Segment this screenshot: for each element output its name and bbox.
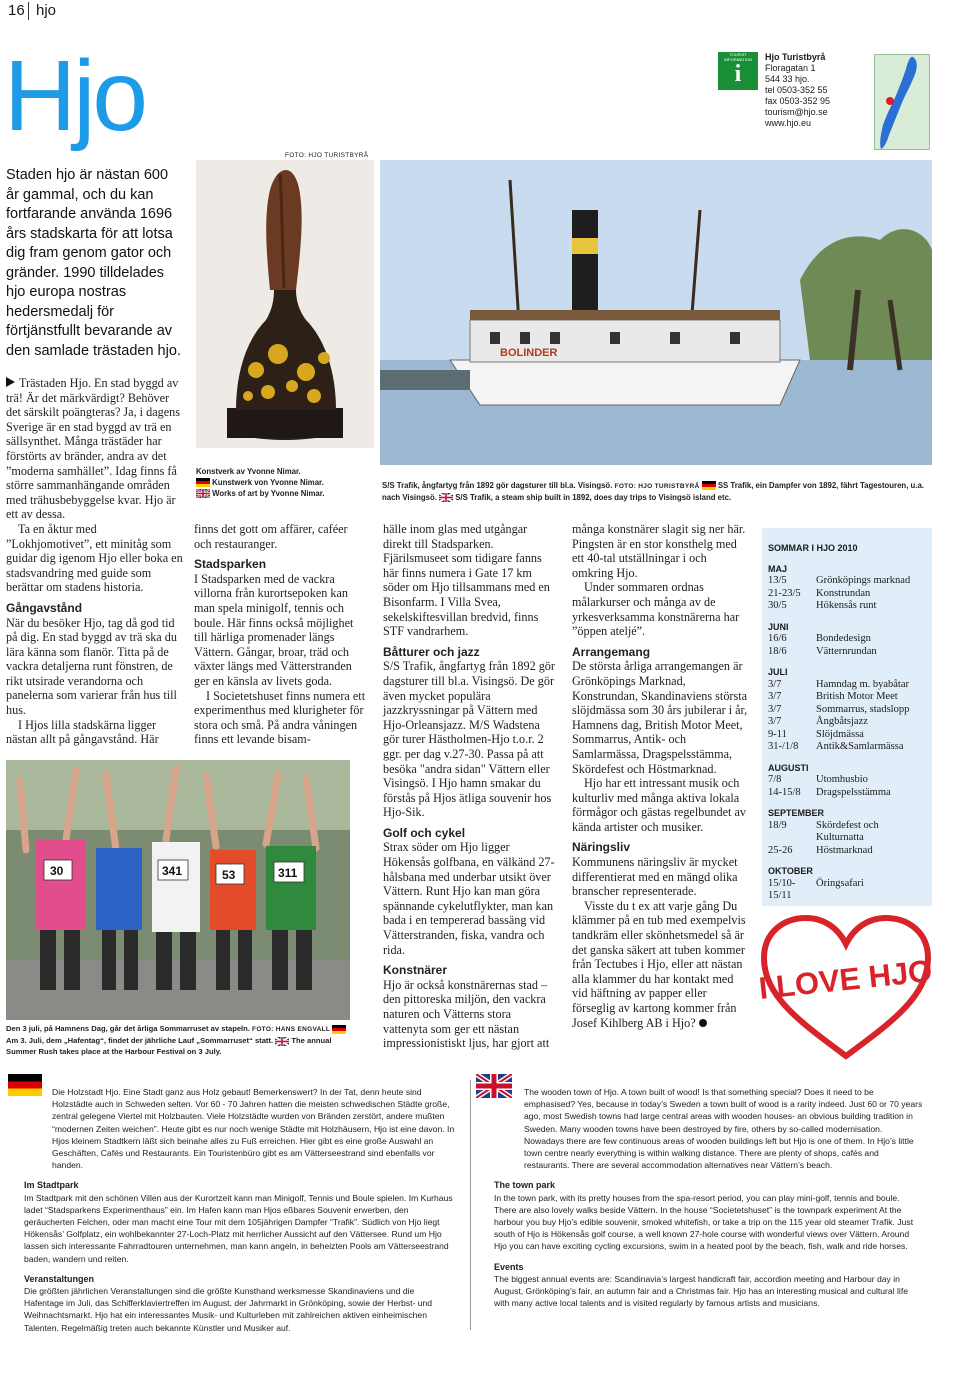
info-badge-text: TOURIST INFORMATION: [724, 52, 752, 62]
calendar-event: [768, 729, 926, 742]
english-heading-town-park: The town park: [494, 1180, 556, 1191]
contact-fax: fax 0503-352 95: [765, 96, 831, 106]
steamship-photo-credit: FOTO: HJO TURISTBYRÅ: [614, 483, 700, 490]
contact-website: www.hjo.eu: [765, 118, 812, 128]
col2-paragraph-1: finns det gott om affärer, caféer och restauranger.: [194, 522, 348, 551]
german-paragraph-3: Die größten jährlichen Veranstaltungen sind die größte Kunsthand werksmesse Skandinaviens und die Hafentage im Juli, das Schifferklaviertreffen im August, der Jahrmarkt in Grönköping, sowie der Herbst- und Weihnachtsmarkt. Hjo hat ein interessantes Musik- und Kulturleben mit zahlreichen aktiven einheimischen Talenten. Regelmäßig treten auch bekannte Künstler und Musiker auf.: [24, 1286, 433, 1333]
calendar-event-title: Grönköpings marknad: [816, 575, 911, 586]
calendar-event-date: 15/10-15/11: [768, 877, 796, 901]
calendar-event-date: 16/6: [768, 633, 787, 644]
section-name: hjo: [36, 2, 57, 19]
col4-paragraph-6: Visste du t ex att varje gång Du klämmer på en tub med exempelvis tandkräm eller skönhetsmedel så är det ganska säkert att tuben kommer från Tectubes i Hjo, eller att nästan alla klammer du har kontakt med vid häftning av papper eller förseglig av kartong kommer från Josef Kihlberg AB i Hjo?: [572, 898, 746, 1030]
calendar-event: [768, 787, 926, 800]
col1-intro: Trästaden Hjo. En stad byggd av trä! Är det märkvärdigt? Behöver det särskilt poängteras? Ja, i dagens Sverige är en stad byggd av trä en sällsynthet. Många trästäder har förstörts av bränder, andra av det ”moderna samhället”. Idag finns få större sammanhängande områden med trähusbebyggelse kvar. Hjo är ett av dessa.: [6, 376, 180, 522]
calendar-event: [768, 691, 926, 704]
english-summary: [494, 1086, 924, 1309]
calendar-event-title: Dragspelsstämma: [816, 786, 891, 798]
col1-paragraph-2: Ta en åktur med ”Lokhjomotivet”, ett minitåg som guidar dig igenom Hjo eller boka en stadsvandring med guide som berättar om stadens historia.: [6, 521, 183, 595]
steamship-caption: [382, 480, 934, 503]
running-caption-sv: Den 3 juli, på Hamnens Dag, går det årliga Sommarruset av stapeln.: [6, 1024, 250, 1033]
col1-paragraph-3: När du besöker Hjo, tag då god tid på dig. En stad byggd av trä ska du lära känna som flanör. Titta på de vackra detaljerna runt fönstren, de rikt utsirade verandorna och panelerna som varierar från hus till hus.: [6, 615, 177, 718]
calendar-event-date: 3/7: [768, 716, 782, 727]
running-caption: [6, 1023, 356, 1057]
heading-konstnarer: Konstnärer: [383, 963, 448, 978]
article-column-1: [6, 376, 184, 747]
col3-paragraph-2: S/S Trafik, ångfartyg från 1892 gör dagsturer till bl.a. Visingsö. De gör även mycket populära jazzkryssningar på Vättern med Hjo-Orleansjazz. M/S Wadstena gör turer Hästholmen-Hjo t.o.r. 2 ggr. per dag v.27-30. Passa på att besöka "andra sidan" Vättern eller Visingsö. I Hjo hamn smakar du förstås på Hjos ätliga souvenir hos Hjo-Sik.: [383, 659, 555, 820]
sculpture-caption: [196, 466, 376, 499]
calendar-event-date: 14-15/8: [768, 786, 801, 798]
article-column-2: [194, 522, 366, 747]
calendar-event-title: Ångbåtsjazz: [816, 716, 868, 727]
calendar-event: [768, 774, 926, 787]
sculpture-caption-de: Kunstwerk von Yvonne Nimar.: [212, 478, 324, 487]
calendar-event-title: Antik&Samlarmässa: [816, 741, 904, 752]
heart-slogan: I LOVE HJO: [760, 953, 932, 1007]
heading-naringsliv: Näringsliv: [572, 840, 631, 855]
calendar-event-title: Bondedesign: [816, 633, 871, 644]
calendar-event-title: Slöjdmässa: [816, 728, 864, 740]
calendar-title: SOMMAR I HJO 2010: [768, 543, 858, 553]
steamship-caption-sv: S/S Trafik, ångfartyg från 1892 gör dagsturer till bl.a. Visingsö.: [382, 481, 613, 490]
end-mark-icon: [699, 1019, 707, 1027]
calendar-event-date: 7/8: [768, 774, 782, 785]
tourist-office-contact: [765, 52, 830, 129]
contact-name: Hjo Turistbyrå: [765, 52, 826, 62]
german-flag-icon: [196, 478, 210, 487]
calendar-event-date: 31-/1/8: [768, 741, 799, 752]
calendar-event-date: 18/6: [768, 645, 787, 657]
calendar-event-title: Hamndag m. byabåtar: [816, 678, 910, 690]
calendar-event-title: Hökensås runt: [816, 600, 877, 611]
calendar-event: [768, 820, 926, 845]
tourist-info-icon: [718, 52, 758, 90]
calendar-month: SEPTEMBER: [768, 808, 825, 818]
sculpture-caption-en: Works of art by Yvonne Nimar.: [212, 489, 325, 498]
calendar-event: [768, 845, 926, 858]
page-number: 16: [8, 2, 25, 19]
calendar-event: [768, 646, 926, 659]
column-divider: [470, 1080, 471, 1330]
col4-paragraph-3: De största årliga arrangemangen är Grönköpings Marknad, Konstrundan, Skandinaviens största slöjdmässa som 30 års jubilerar i år, Hamnens dag, British Motor Meet, Sommarrus, Antik- och Samlarmässa, Dragspelsstämma, Skördefest och Höstmarknad.: [572, 659, 748, 776]
calendar-event-title: British Motor Meet: [816, 691, 898, 702]
col4-paragraph-2: Under sommaren ordnas målarkurser och många av de yrkesverksamma konstnärerna har ”öppen ateljé”.: [572, 580, 740, 639]
contact-street: Floragatan 1: [765, 63, 816, 73]
calendar-event-date: 3/7: [768, 703, 782, 715]
calendar-event: [768, 600, 926, 613]
col2-paragraph-2: I Stadsparken med de vackra villorna från kurortsepoken kan man spela minigolf, tennis och boule. Här finns också möjlighet till härliga promenader längs Vättern. Gångar, broar, träd och växter längs med Vätterstranden ger en känsla av livets goda.: [194, 571, 354, 688]
play-triangle-icon: [6, 377, 15, 387]
calendar-event-title: Sommarrus, stadslopp: [816, 703, 910, 715]
calendar-event: [768, 575, 926, 588]
calendar-event-date: 3/7: [768, 691, 782, 702]
calendar-event: [768, 704, 926, 717]
runner-bib-2: 341: [162, 864, 183, 878]
runner-bib-3: 53: [222, 868, 236, 882]
location-map: [874, 54, 930, 150]
english-paragraph-1: The wooden town of Hjo. A town built of wood! Is that something special? Does it need to be emphasised? Yes, because in today’s Sweden a town built of wood is a rarity indeed. Just 60 or 70 years ago, most Swedish towns had large central areas with wooden houses- an obvious building tradition in Sweden. Many wooden towns have been destroyed by fire, others by so-called modernisation. Nowadays there are few continuous areas of wooden buildings left but Hjo is one of them. In Hjo’s little town centre nearly everything is within walking distance. There are plenty of shops, cafés and restaurants. There are several accommodation alternatives near Vättern’s beach.: [524, 1087, 923, 1171]
calendar-event-title: Vätternrundan: [816, 645, 877, 657]
runner-bib-1: 30: [50, 864, 64, 878]
calendar-month: MAJ: [768, 563, 788, 574]
english-paragraph-2: In the town park, with its pretty houses from the spa-resort period, you can play mini-golf, tennis and boule. There are also lovely walks beside Vättern. In the house “Societetshuset” is the townpark experiment At the harbour you buy Hjo’s edible souvenir, smoked whitefish, or take a trip on the 115 year old steamer Trafik. Just south of Hjo is Hökensås golf course, a well known 27-hole course with wonderful views over Vättern. Around Hjo you can have exciting cycling excursions, swim in a heated pool by the beach, fish, walk and ride horses.: [494, 1192, 914, 1252]
runner-bib-4: 311: [278, 866, 298, 880]
lead-text: Staden hjo är nästan 600 år gammal, och du kan fortfarande använda 1696 års stadskarta för att lotsa dig fram genom gator och gränder. 1990 tilldelades hjo europa nostras hedersmedalj för förtjänstfullt bevarande av den samlade trästaden hjo.: [6, 167, 181, 359]
calendar-event: [768, 878, 926, 903]
boat-name: BOLINDER: [500, 347, 558, 359]
german-heading-stadtpark: Im Stadtpark: [24, 1180, 79, 1191]
sculpture-caption-sv: Konstverk av Yvonne Nimar.: [196, 467, 301, 476]
summer-calendar: [762, 528, 932, 906]
contact-phone: tel 0503-352 55: [765, 85, 828, 95]
german-paragraph-1: Die Holzstadt Hjo. Eine Stadt ganz aus Holz gebaut! Bemerkenswert? In der Tat, denn heute sind Holzstädte auch in Schweden selten. Vor 60 - 70 Jahren hatten die meisten schwedischen Städte große, zentral gelegene Viertel mit Holzbauten. Viele Holzstädte wurden von Bränden zerstört, andere mußten “modernen Zeiten weichen”. Heute gibt es nur noch wenige Städte mit Holzhäusern, Hjo ist eine davon. In Hjos kleinem Stadtkern läßt sich beinahe alles zu Fuß erreichen. Hier gibt es eine große Auswahl an Geschäften, Cafés und Restaurants. Ein Touristenbüro gibt es am Vätterseestrand sind ebenfalls vor handen.: [52, 1087, 455, 1171]
calendar-event: [768, 741, 926, 754]
calendar-event-date: 18/9: [768, 819, 787, 831]
running-caption-de: Am 3. Juli, dem „Hafentag“, findet der jährliche Lauf „Sommarruset“ statt.: [6, 1036, 274, 1045]
uk-flag-icon: [275, 1037, 289, 1046]
english-heading-events: Events: [494, 1261, 524, 1272]
calendar-event-title: Höstmarknad: [816, 844, 873, 856]
heading-arrangemang: Arrangemang: [572, 644, 651, 659]
calendar-event-title: Öringsafari: [816, 877, 864, 889]
col4-paragraph-1: många konstnärer slagit sig ner här. Pingsten är en stor konsthelg med ett 40-tal utställningar i och omkring Hjo.: [572, 522, 746, 580]
calendar-event: [768, 716, 926, 729]
sculpture-photo: [196, 160, 374, 448]
steamship-photo: [380, 160, 932, 465]
article-column-3: [383, 522, 555, 1051]
hjo-location-marker-icon: [886, 97, 894, 105]
header-divider: [28, 2, 29, 20]
col3-paragraph-4: Hjo är också konstnärernas stad – den pittoreska miljön, den vackra naturen och Vätterns stora vattenyta som ger ett nästan impressionistiskt ljus, har gjort att: [383, 977, 550, 1051]
uk-flag-icon: [439, 493, 453, 502]
heading-stadsparken: Stadsparken: [194, 557, 267, 572]
article-column-4: [572, 522, 748, 1030]
col4-paragraph-4: Hjo har ett intressant musik och kulturliv med många aktiva lokala förmågor och gästas regelbundet av kända artister och musiker.: [572, 776, 746, 834]
col1-paragraph-4: I Hjos lilla stadskärna ligger nästan allt på gångavstånd. Här: [6, 717, 159, 747]
calendar-month: JUNI: [768, 621, 789, 632]
running-photo-credit: FOTO: HANS ENGVALL: [252, 1026, 331, 1033]
german-flag-icon: [702, 481, 716, 490]
calendar-event: [768, 633, 926, 646]
english-paragraph-3: The biggest annual events are: Scandinavia’s largest handicraft fair, accordion meeting and Harbour day in August, Grönköping’s fair, an autumn fair and a Christmas fair. Hjo has an interesting musical and cultural life with many active local talents and is visited regularly by famous artists and musicians.: [494, 1273, 908, 1309]
contact-email: tourism@hjo.se: [765, 107, 828, 117]
photo-credit: FOTO: HJO TURISTBYRÅ: [285, 152, 369, 159]
calendar-event: [768, 679, 926, 692]
calendar-month: OKTOBER: [768, 866, 813, 876]
uk-flag-icon: [196, 489, 210, 498]
i-love-hjo-heart: [760, 914, 932, 1062]
calendar-event: [768, 588, 926, 601]
heading-gangavstand: Gångavstånd: [6, 600, 83, 615]
calendar-month: JULI: [768, 667, 788, 677]
col2-paragraph-3: I Societetshuset finns numera ett experimenthus med klurigheter för stora och små. På andra våningen finns ett levande bisam-: [194, 688, 366, 747]
calendar-event-title: Konstrundan: [816, 587, 871, 599]
calendar-event-title: Skördefest och Kulturnatta: [816, 819, 879, 843]
calendar-event-date: 13/5: [768, 575, 787, 586]
calendar-event-date: 9-11: [768, 728, 787, 740]
calendar-month: AUGUSTI: [768, 762, 809, 773]
calendar-event-date: 25-26: [768, 844, 793, 856]
steamship-caption-en: S/S Trafik, a steam ship built in 1892, does day trips to Visingsö island etc.: [455, 493, 732, 502]
german-heading-veranstaltungen: Veranstaltungen: [24, 1273, 95, 1284]
page-title: Hjo: [4, 40, 146, 152]
col3-paragraph-1: hälle inom glas med utgångar direkt till Stadsparken. Fjärilsmuseet som tidigare fanns här finns numera i Gate 17 km söder om Hjo tillsammans med en Bisonfarm. I Villa Svea, sekelskiftesvillan bredvid, finns STF vandrarhem.: [383, 522, 550, 639]
info-badge-letter: i: [734, 61, 742, 87]
calendar-event-title: Utomhusbio: [816, 774, 868, 785]
contact-postcode: 544 33 hjo.: [765, 74, 810, 84]
calendar-event-date: 21-23/5: [768, 587, 801, 599]
heading-batturer: Båtturer och jazz: [383, 644, 480, 659]
calendar-event-date: 30/5: [768, 600, 787, 611]
calendar-event-date: 3/7: [768, 678, 782, 690]
steamship-caption-de: SS Trafik, ein Dampfer von 1892, fährt Tagestouren, u.a. nach Visingsö.: [382, 481, 924, 502]
running-caption-en: The annual Summer Rush takes place at the Harbour Festival on 3 July.: [6, 1036, 332, 1056]
german-paragraph-2: Im Stadtpark mit den schönen Villen aus der Kurortzeit kann man Minigolf, Tennis und Boule spielen. Im Kurhaus ladet “Stadsparkens Experimenthaus” ein. Im Hafen kann man Hjos eßbares Souvenir erwerben, den geräucherten Felchen, oder man macht eine Tour mit dem 105jährigen Dampfer “Trafik”. Südlich von Hjo liegt Hökensås’ Golfplatz, ein wohlbekannter 27-Loch-Platz mit herrlicher Aussicht auf den Vättersee. Rund um Hjo lassen sich interessante Fahrradtouren unternehmen, man kann angeln, in beheizten Pools am Vätterseestrand baden, wandern und reiten.: [24, 1192, 453, 1264]
german-flag-icon: [332, 1025, 346, 1034]
german-summary: [24, 1086, 456, 1334]
col3-paragraph-3: Strax söder om Hjo ligger Hökensås golfbana, en välkänd 27-hålsbana med underbar utsikt över Vättern. Runt Hjo kan man göra spännande cykelutflykter, man kan bada i en tempererad bassäng vid Vätterstranden, fiska, vandra och rida.: [383, 840, 555, 957]
running-event-photo: [6, 760, 350, 1020]
col4-paragraph-5: Kommunens näringsliv är mycket differentierat med en mängd olika branscher representerade.: [572, 855, 738, 899]
heading-golf: Golf och cykel: [383, 825, 466, 840]
